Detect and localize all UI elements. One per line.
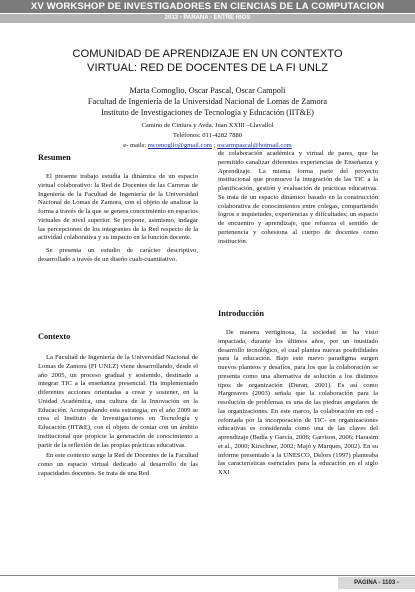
contexto-paragraph-2: En este contexto surge la Red de Docentes de la Facultad como un espacio virtual dedicado al desarrollo de las capacidades docentes. Se trata de una Red [38,452,198,477]
resumen-paragraph-2: Se presenta un estudio de carácter descriptivo, desarrollado a través de un diseño cuali-cuantitativo. [38,247,198,263]
title-line-1: COMUNIDAD DE APRENDIZAJE EN UN CONTEXTO [72,48,343,60]
postal-address: Camino de Cintura y Avda. Juan XXIII –Llavallol [141,122,274,129]
edition-header: 2013 - PARANA - ENTRE RIOS [0,14,415,23]
email-separator: ; [213,142,216,149]
heading-introduccion: Introducción [218,309,264,318]
email-prefix: e- mails: [123,142,147,149]
contexto-paragraph-1: La Facultad de Ingeniería de la Universidad Nacional de Lomas de Zamora (FI UNLZ) viene desarrollando, desde el año 2005, un proceso gradual y sostenido, destinado a integrar TIC a la enseñanza presencial. Ha implementado diferentes acciones orientadas a crear y sostener, en la Unidad Académica, una cultura de la Innovación en la Educación. Acompañando esta estrategia, en el año 2009 se crea el Instituto de Investigaciones en Tecnología y Educación (IIT&E), con el objeto de contar con un ámbito institucional que propicie la generación de conocimiento a partir de la reflexión de las propias prácticas educativas. [38,354,198,449]
continuation-paragraph: de colaboración académica y virtual de pares, que ha permitido canalizar diferentes experiencias de Enseñanza y Aprendizaje. La misma forma parte del proyecto institucional que promueve la integración de las TIC a la planificación, gestión y evaluación de prácticas educativas. Se trata de un espacio dinámico basado en la construcción colaborativa de conocimientos entre colegas, compartiendo logros e inquietudes, experiencias y dificultades; un espacio de encuentro y aprendizaje, que refuerza el sentido de pertenencia y cohesiona al cuerpo de docentes como institución. [218,150,378,245]
paper-title [20,48,395,75]
title-line-2: VIRTUAL: RED DE DOCENTES DE LA FI UNLZ [87,61,328,74]
email-link-pascal[interactable]: oscarmpascal@hotmail.com [217,142,292,149]
workshop-header: XV WORKSHOP DE INVESTIGADORES EN CIENCIAS DE LA COMPUTACION [0,0,415,13]
email-line [10,141,405,150]
affiliation-faculty: Facultad de Ingeniería de la Universidad Nacional de Lomas de Zamora [87,97,328,106]
resumen-body [38,173,198,265]
heading-resumen: Resumen [38,153,71,162]
contexto-body [38,354,198,479]
introduccion-body [218,329,378,478]
phone-numbers: Teléfonos: 011-4282 7880 [172,132,243,139]
introduccion-paragraph-1: De manera vertiginosa, la sociedad se ha visto impactada, durante los últimos años, por un inusitado desarrollo tecnológico, el cual plantea nuevas posibilidades para la educación. Bajo este nuevo paradigma surgen nuevos planteos y desafíos, para los que la colaboración se presenta como una alternativa de solución a los distintos tipos de organización (Duran, 2001). Es así como Hargreaves (2003) señala que la colaboración para la resolución de problemas es una de las piedras angulares de las organizaciones. En este marco, la colaboración en red -reforzada por la incorporación de TIC- en organizaciones educativas es considerada como una de las claves del aprendizaje (Badía y García, 2006; Garrison, 2006; Harasim et al., 2000; Kirschner, 2002; Majó y Marques, 2002). En su informe presentado a la UNESCO, Delors (1997) planteaba las características esenciales para la educación en el siglo XXI [218,329,378,476]
right-column-continuation [218,150,378,246]
resumen-paragraph-1: El presente trabajo estudia la dinámica de un espacio virtual colaborativo: la Red de Docentes de las Carreras de Ingeniería de la Facultad de Ingeniería de la Universidad Nacional de Lomas de Zamora, con el objeto de analizar la forma a través de la que se genera conocimiento en espacios virtuales de nivel superior. Se propone, asimismo, indagar las percepciones de los integrantes de la Red respecto de la actividad colaborativa y su impacto en la función docente. [38,173,198,242]
affiliation-institute: Instituto de Investigaciones de Tecnología y Educación (IIT&E) [101,108,314,117]
email-link-comoglio[interactable]: mcomoglio@gmail.com [147,142,212,149]
authors: Marta Comoglio, Oscar Pascal, Oscar Campoli [129,86,286,95]
page-number: PAGINA - 1103 - [338,577,415,589]
footer-rule [0,575,415,576]
heading-contexto: Contexto [38,332,71,341]
